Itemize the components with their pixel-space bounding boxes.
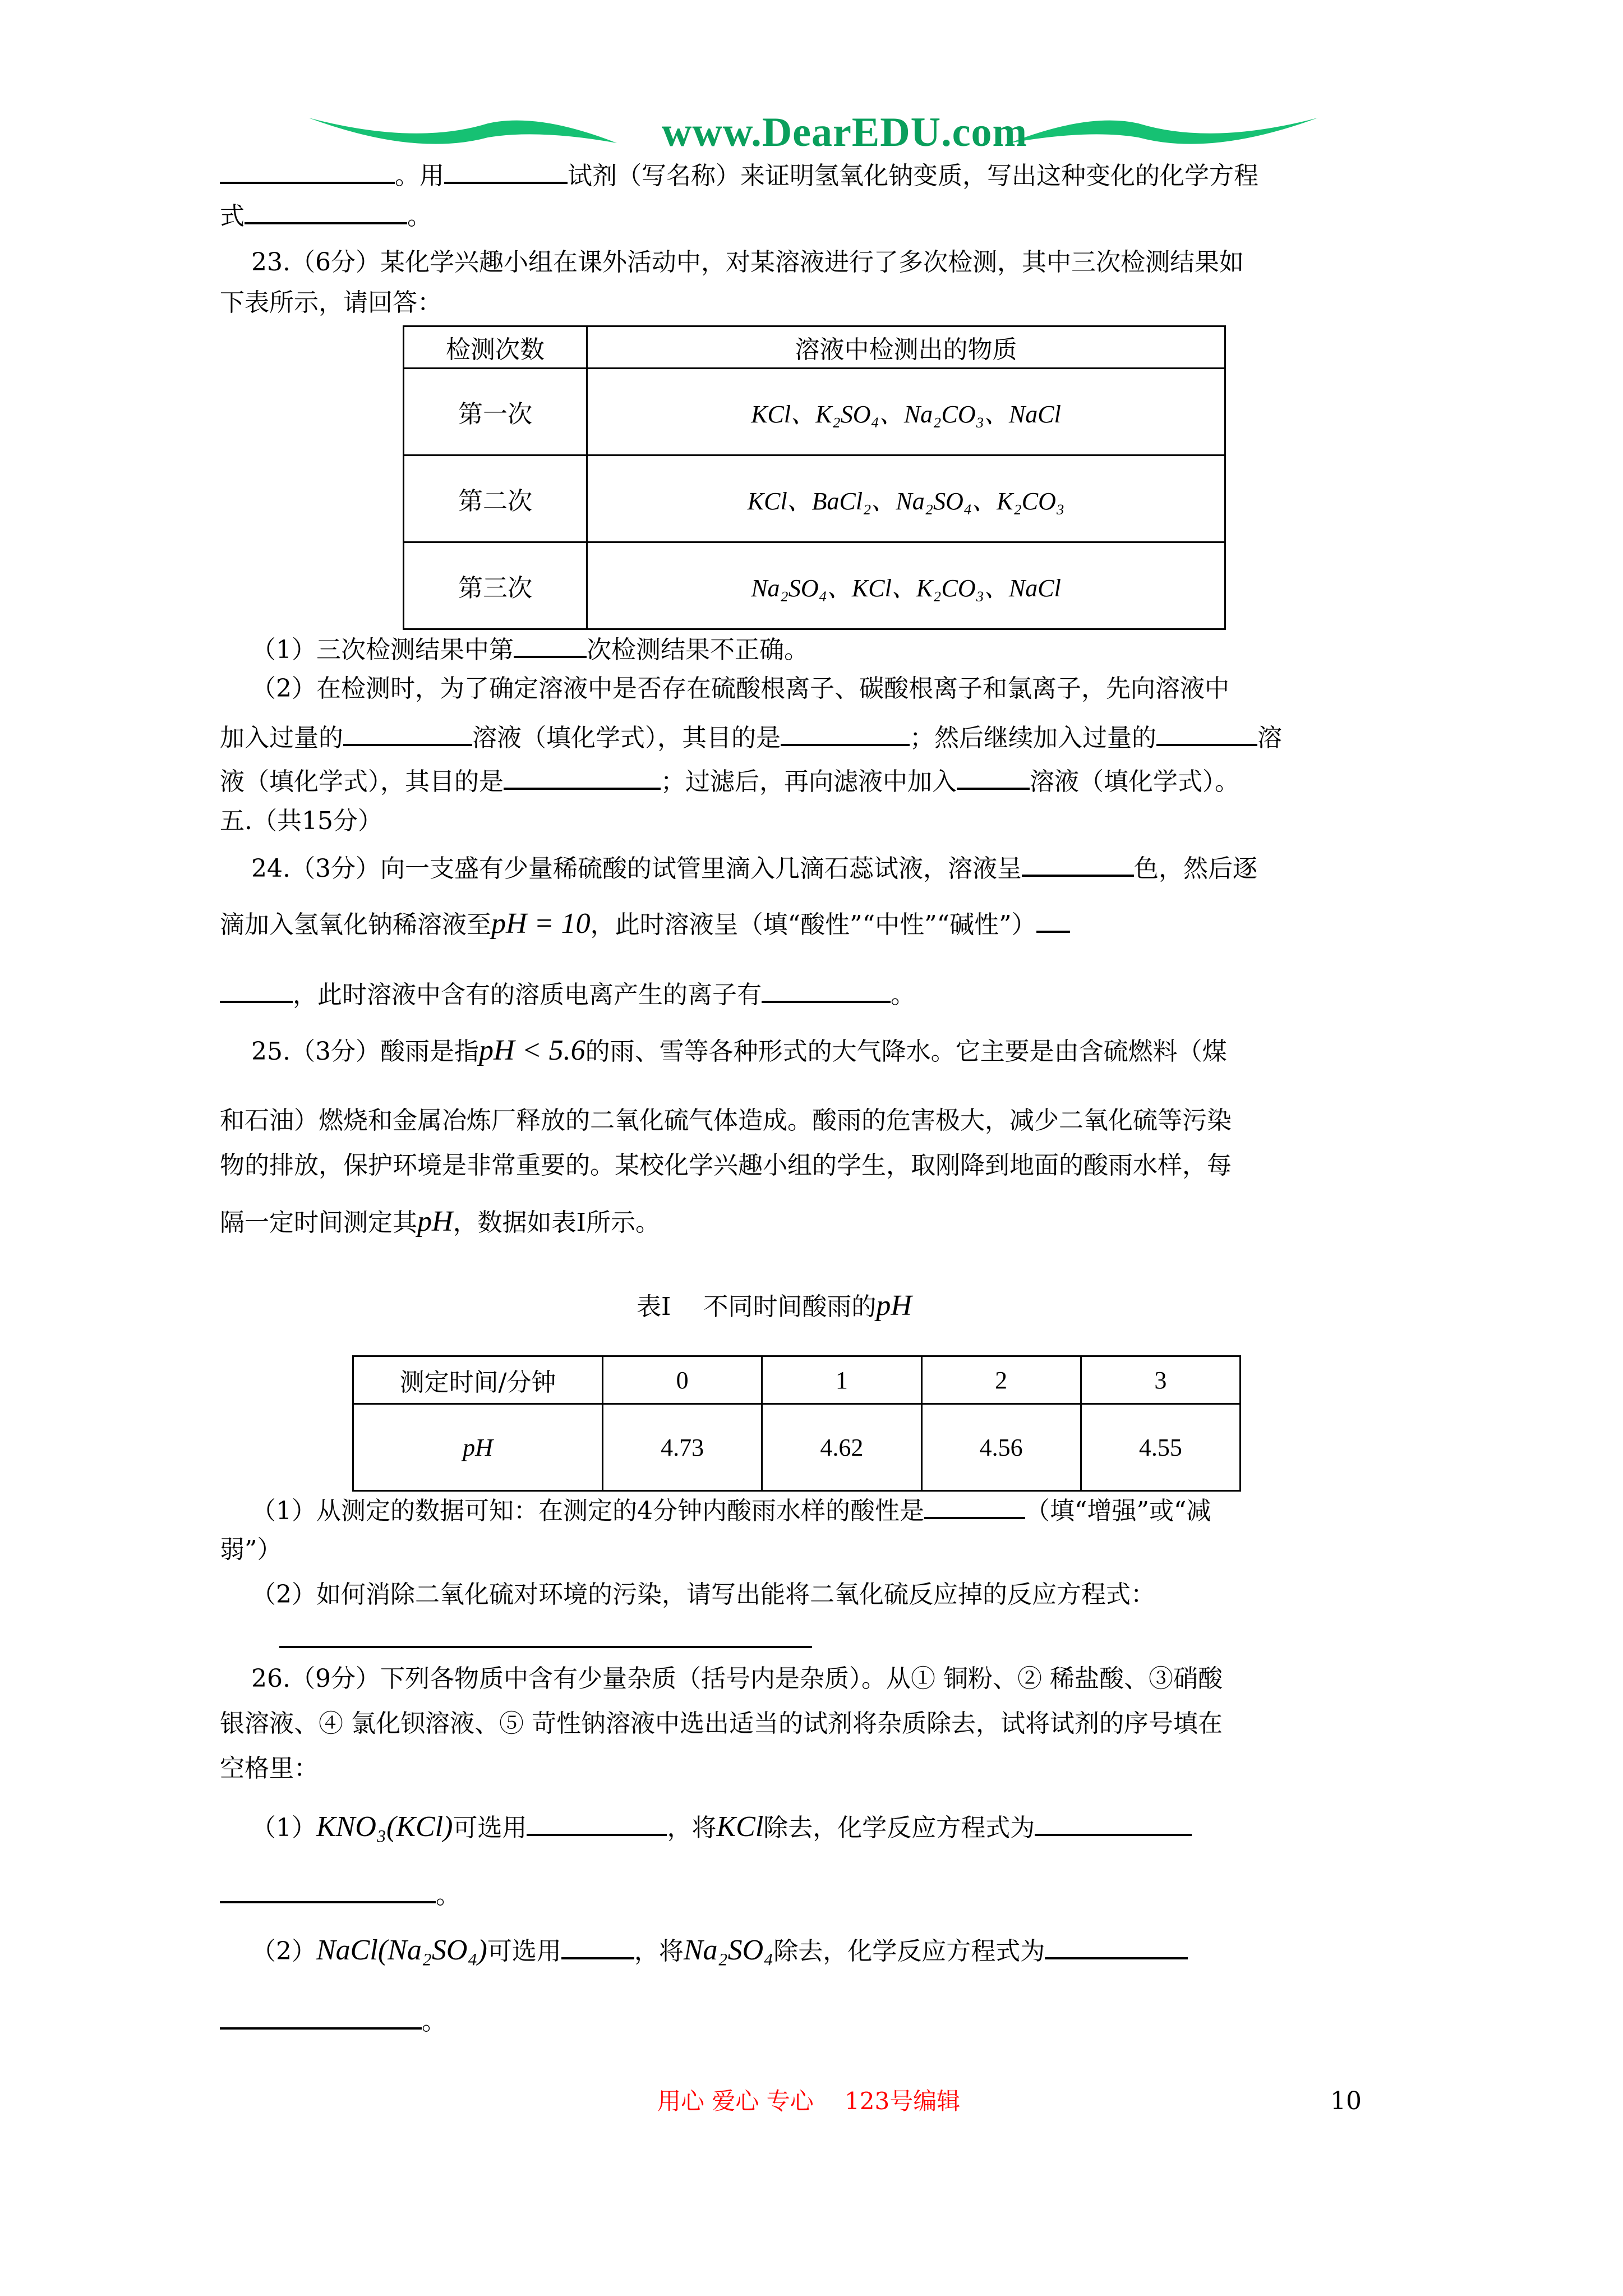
editor-note: 用心 爱心 专心 123号编辑: [657, 2087, 961, 2115]
logo-text: www.DearEDU.com: [662, 109, 1028, 155]
row-substances: KCl、BaCl₂、Na₂SO₄、K₂CO₃: [587, 455, 1225, 542]
q23-sub1: （1）三次检测结果中第 次检测结果不正确。: [251, 631, 809, 666]
row-substances: Na₂SO₄、KCl、K₂CO₃、NaCl: [587, 542, 1225, 629]
answer-blank[interactable]: [924, 1492, 1025, 1519]
q25-sub1-cont: 弱”）: [220, 1535, 282, 1564]
q25-line2: 和石油）燃烧和金属冶炼厂释放的二氧化硫气体造成。酸雨的危害极大，减少二氧化硫等污染: [220, 1106, 1232, 1135]
math-ph: pH: [417, 1205, 453, 1237]
q26-sub1-end: 。: [220, 1876, 460, 1911]
math-ph: pH < 5.6: [478, 1034, 585, 1066]
q25-line4: 隔一定时间测定其pH，数据如表I所示。: [220, 1205, 660, 1237]
answer-blank[interactable]: [514, 631, 587, 658]
q26-sub1: （1）KNO₃(KCl)可选用 ，将KCl除去，化学反应方程式为: [251, 1809, 1192, 1844]
answer-blank[interactable]: [1045, 1932, 1188, 1959]
answer-blank[interactable]: [1035, 1809, 1192, 1836]
col-header: 溶液中检测出的物质: [587, 326, 1225, 369]
q22-line2: 式 。: [220, 197, 432, 232]
answer-blank[interactable]: [504, 763, 661, 790]
answer-blank[interactable]: [444, 157, 568, 184]
table-header-row: [404, 326, 1225, 369]
math-ph: pH = 10: [491, 908, 591, 940]
answer-blank[interactable]: [279, 1646, 812, 1648]
answer-blank[interactable]: [762, 976, 891, 1003]
ph-value: 4.73: [603, 1404, 762, 1491]
q25-line3: 物的排放，保护环境是非常重要的。某校化学兴趣小组的学生，取刚降到地面的酸雨水样，每: [220, 1151, 1232, 1180]
q23-sub2-line1: （2）在检测时，为了确定溶液中是否存在硫酸根离子、碳酸根离子和氯离子，先向溶液中: [251, 674, 1229, 703]
answer-blank[interactable]: [220, 976, 293, 1003]
answer-blank[interactable]: [957, 763, 1030, 790]
row-substances: KCl、K₂SO₄、Na₂CO₃、NaCl: [587, 369, 1225, 455]
header-label: 测定时间/分钟: [353, 1356, 603, 1404]
row-label: 第三次: [404, 542, 587, 629]
table-caption: 表I 不同时间酸雨的pH: [637, 1290, 912, 1322]
section-title: 五.（共15分）: [220, 807, 382, 835]
q26-sub2-end: 。: [220, 2003, 446, 2037]
answer-blank[interactable]: [220, 2003, 422, 2030]
time-cell: 1: [762, 1356, 921, 1404]
q26-line3: 空格里：: [220, 1754, 319, 1783]
table-row: [404, 455, 1225, 542]
q23-stem-2: 下表所示，请回答：: [220, 288, 442, 317]
answer-blank[interactable]: [527, 1809, 667, 1836]
q25-sub2: （2）如何消除二氧化硫对环境的污染，请写出能将二氧化硫反应掉的反应方程式：: [251, 1580, 1155, 1609]
q26-sub2: （2）NaCl(Na₂SO₄)可选用 ，将Na₂SO₄除去，化学反应方程式为: [251, 1932, 1188, 1967]
time-cell: 0: [603, 1356, 762, 1404]
page-number: 10: [1330, 2087, 1362, 2115]
q24-line3: ，此时溶液中含有的溶质电离产生的离子有 。: [220, 976, 915, 1011]
answer-blank[interactable]: [1022, 850, 1134, 877]
answer-blank[interactable]: [245, 197, 407, 224]
q26-line1: 26.（9分）下列各物质中含有少量杂质（括号内是杂质）。从① 铜粉、② 稀盐酸、③硝酸: [251, 1664, 1223, 1693]
time-cell: 2: [921, 1356, 1081, 1404]
ph-value: 4.55: [1081, 1404, 1240, 1491]
row-label: pH: [353, 1404, 603, 1491]
detection-table: [403, 325, 1226, 630]
q23-sub2-line2: 加入过量的 溶液（填化学式），其目的是 ；然后继续加入过量的 溶: [220, 719, 1282, 754]
answer-blank[interactable]: [561, 1932, 634, 1959]
q24-line2: 滴加入氢氧化钠稀溶液至pH = 10，此时溶液呈（填“酸性”“中性”“碱性”）: [220, 906, 1070, 941]
table-row: [404, 542, 1225, 629]
q25-line1: 25.（3分）酸雨是指pH < 5.6的雨、雪等各种形式的大气降水。它主要是由含硫燃料（煤: [251, 1034, 1227, 1066]
answer-blank[interactable]: [220, 1876, 436, 1903]
answer-blank[interactable]: [220, 157, 395, 184]
row-label: 第一次: [404, 369, 587, 455]
site-logo: [303, 109, 1324, 163]
table-row: [404, 369, 1225, 455]
answer-blank[interactable]: [343, 719, 472, 746]
q25-sub1: （1）从测定的数据可知：在测定的4分钟内酸雨水样的酸性是 （填“增强”或“减: [251, 1492, 1211, 1527]
col-header: 检测次数: [404, 326, 587, 369]
ph-table: [352, 1355, 1241, 1492]
answer-blank[interactable]: [1036, 906, 1070, 933]
q22-line1: 。用 试剂（写名称）来证明氢氧化钠变质，写出这种变化的化学方程: [220, 157, 1258, 192]
table-header-row: [353, 1356, 1241, 1404]
q23-stem: 23.（6分）某化学兴趣小组在课外活动中，对某溶液进行了多次检测，其中三次检测结果如: [251, 248, 1244, 277]
ph-value: 4.56: [921, 1404, 1081, 1491]
table-row: [353, 1404, 1241, 1491]
q23-sub2-line3: 液（填化学式），其目的是 ；过滤后，再向滤液中加入 溶液（填化学式）。: [220, 763, 1239, 798]
answer-blank[interactable]: [781, 719, 910, 746]
answer-blank[interactable]: [1156, 719, 1257, 746]
swoosh-right-icon: [1009, 118, 1318, 144]
q24-line1: 24.（3分）向一支盛有少量稀硫酸的试管里滴入几滴石蕊试液，溶液呈 色，然后逐: [251, 850, 1257, 885]
ph-value: 4.62: [762, 1404, 921, 1491]
row-label: 第二次: [404, 455, 587, 542]
q26-line2: 银溶液、④ 氯化钡溶液、⑤ 苛性钠溶液中选出适当的试剂将杂质除去，试将试剂的序号填在: [220, 1709, 1223, 1738]
time-cell: 3: [1081, 1356, 1240, 1404]
